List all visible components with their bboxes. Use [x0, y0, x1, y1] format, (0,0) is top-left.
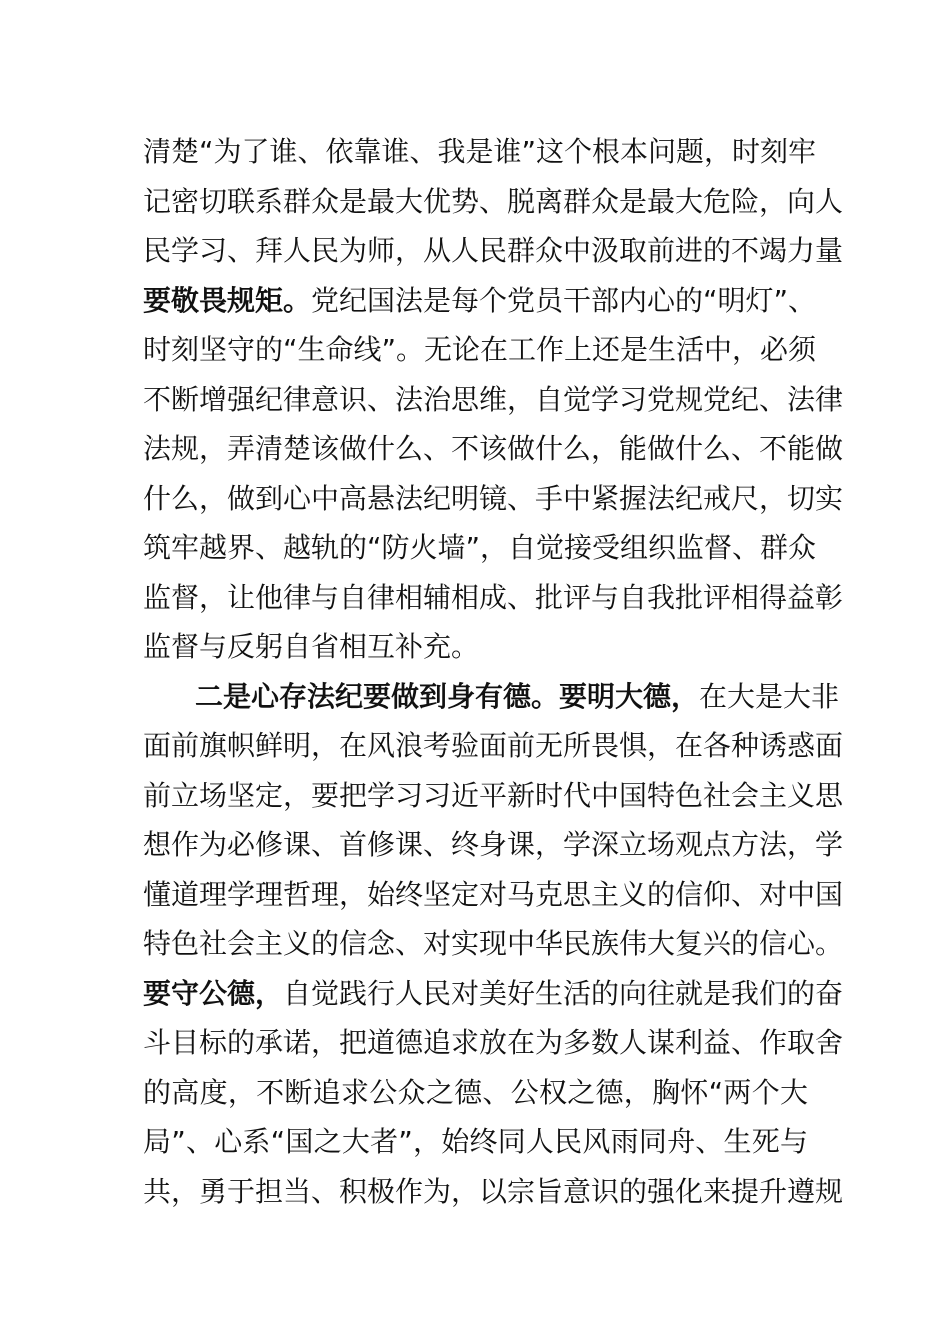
text-line — [143, 672, 840, 722]
text-run: 民学习、拜人民为师，从人民群众中汲取前进的不竭力量 — [143, 234, 844, 267]
text-line — [143, 573, 844, 623]
text-line — [143, 474, 844, 524]
text-run: 什么，做到心中高悬法纪明镜、手中紧握法纪戒尺，切实 — [143, 481, 844, 515]
text-line — [143, 1117, 808, 1167]
text-run: 共，勇于担当、积极作为，以宗旨意识的强化来提升遵规 — [143, 1174, 844, 1208]
document-body — [143, 127, 844, 1216]
text-line — [143, 226, 844, 276]
text-line — [143, 1068, 808, 1118]
text-run: 想作为必修课、首修课、终身课，学深立场观点方法，学 — [143, 828, 844, 861]
text-line — [143, 375, 844, 425]
text-run: 不断增强纪律意识、法治思维，自觉学习党规党纪、法律 — [143, 382, 844, 416]
text-run: 斗目标的承诺，把道德追求放在为多数人谋利益、作取舍 — [143, 1026, 844, 1059]
text-line — [143, 276, 817, 326]
bold-text-run: 要敬畏规矩。 — [143, 283, 312, 317]
text-run: 时刻坚守的“生命线”。无论在工作上还是生活中，必须 — [143, 333, 817, 366]
text-line — [143, 1167, 844, 1217]
text-line — [143, 127, 817, 177]
text-run: 前立场坚定，要把学习习近平新时代中国特色社会主义思 — [143, 778, 844, 812]
text-line — [143, 177, 844, 227]
text-line — [143, 424, 844, 474]
text-line — [143, 523, 817, 573]
text-run: 面前旗帜鲜明，在风浪考验面前无所畏惧，在各种诱惑面 — [143, 729, 844, 762]
text-line — [143, 721, 844, 771]
bold-text-run: 二是心存法纪要做到身有德。要明大德， — [195, 679, 700, 713]
text-run: 的高度，不断追求公众之德、公权之德，胸怀“两个大 — [143, 1075, 808, 1109]
text-line — [143, 325, 817, 375]
text-run: 法规，弄清楚该做什么、不该做什么，能做什么、不能做 — [143, 432, 844, 465]
text-run: 在大是大非 — [699, 679, 840, 713]
bold-text-run: 要守公德， — [143, 976, 284, 1010]
text-run: 特色社会主义的信念、对实现中华民族伟大复兴的信心。 — [143, 927, 844, 960]
text-line — [143, 1018, 844, 1068]
text-line — [143, 969, 844, 1019]
text-run: 清楚“为了谁、依靠谁、我是谁”这个根本问题，时刻牢 — [143, 135, 817, 168]
text-run: 筑牢越界、越轨的“防火墙”，自觉接受组织监督、群众 — [143, 531, 817, 564]
text-run: 自觉践行人民对美好生活的向往就是我们的奋 — [283, 976, 844, 1010]
text-line — [143, 820, 844, 870]
text-line — [143, 622, 808, 672]
text-run: 局”、心系“国之大者”，始终同人民风雨同舟、生死与 — [143, 1125, 808, 1158]
text-run: 记密切联系群众是最大优势、脱离群众是最大危险，向人 — [143, 184, 844, 218]
text-line — [143, 771, 844, 821]
text-line — [143, 870, 844, 920]
text-run: 党纪国法是每个党员干部内心的“明灯”、 — [311, 283, 817, 317]
text-run: 懂道理学理哲理，始终坚定对马克思主义的信仰、对中国 — [143, 877, 844, 911]
text-run: 监督与反躬自省相互补充。 — [143, 630, 480, 663]
text-run: 监督，让他律与自律相辅相成、批评与自我批评相得益彰 — [143, 580, 844, 614]
text-line — [143, 919, 844, 969]
